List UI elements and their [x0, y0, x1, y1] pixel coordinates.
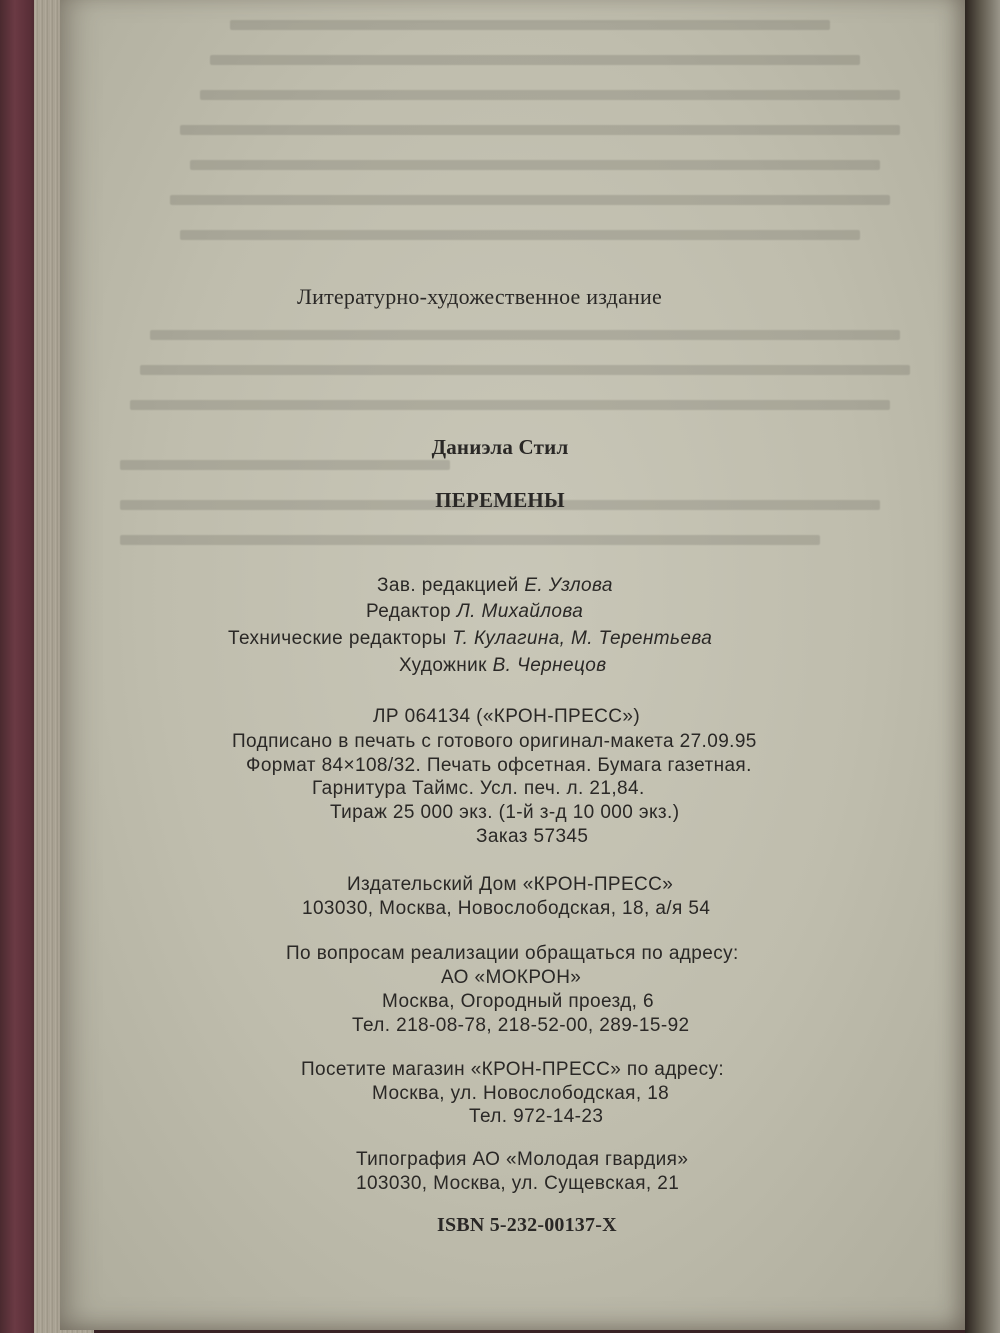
credit-name: Е. Узлова: [524, 575, 613, 596]
shop-phone: Тел. 972-14-23: [469, 1106, 604, 1127]
credit-name: В. Чернецов: [492, 655, 607, 676]
credit-role: Редактор: [366, 601, 451, 622]
printer-name: Типография АО «Молодая гвардия»: [356, 1149, 689, 1170]
sales-company: АО «МОКРОН»: [441, 967, 582, 988]
imprint-signed: Подписано в печать с готового оригинал-макета 27.09.95: [232, 731, 757, 752]
sales-intro: По вопросам реализации обращаться по адресу:: [286, 943, 739, 964]
edition-type: Литературно-художественное издание: [297, 284, 662, 309]
imprint-typeface: Гарнитура Таймс. Усл. печ. л. 21,84.: [312, 778, 645, 799]
imprint-license: ЛР 064134 («КРОН-ПРЕСС»): [373, 706, 641, 727]
credit-editor: [366, 601, 583, 623]
book-title: ПЕРЕМЕНЫ: [435, 488, 565, 512]
imprint-format: Формат 84×108/32. Печать офсетная. Бумага газетная.: [246, 755, 752, 776]
credit-role: Художник: [399, 655, 487, 676]
isbn: ISBN 5-232-00137-X: [437, 1214, 617, 1236]
shop-intro: Посетите магазин «КРОН-ПРЕСС» по адресу:: [301, 1059, 725, 1080]
credit-tech-editors: [228, 628, 712, 650]
publisher-address: 103030, Москва, Новослободская, 18, а/я 54: [302, 898, 711, 919]
credit-role: Технические редакторы: [228, 628, 447, 649]
author-name: Даниэла Стил: [431, 435, 569, 459]
credit-artist: [399, 655, 607, 677]
sales-phones: Тел. 218-08-78, 218-52-00, 289-15-92: [352, 1015, 690, 1036]
credit-chief-editor: [377, 575, 613, 597]
printer-address: 103030, Москва, ул. Сущевская, 21: [356, 1173, 680, 1194]
credit-name: Л. Михайлова: [456, 601, 584, 622]
sales-address: Москва, Огородный проезд, 6: [382, 991, 655, 1012]
imprint-order: Заказ 57345: [476, 826, 589, 847]
shop-address: Москва, ул. Новослободская, 18: [372, 1083, 670, 1104]
publisher-name: Издательский Дом «КРОН-ПРЕСС»: [347, 874, 674, 895]
facing-page-edge: [965, 0, 1000, 1333]
credit-role: Зав. редакцией: [377, 575, 519, 596]
show-through-text: [80, 0, 910, 560]
imprint-print-run: Тираж 25 000 экз. (1-й з-д 10 000 экз.): [330, 802, 680, 823]
credit-name: Т. Кулагина, М. Терентьева: [452, 628, 713, 649]
